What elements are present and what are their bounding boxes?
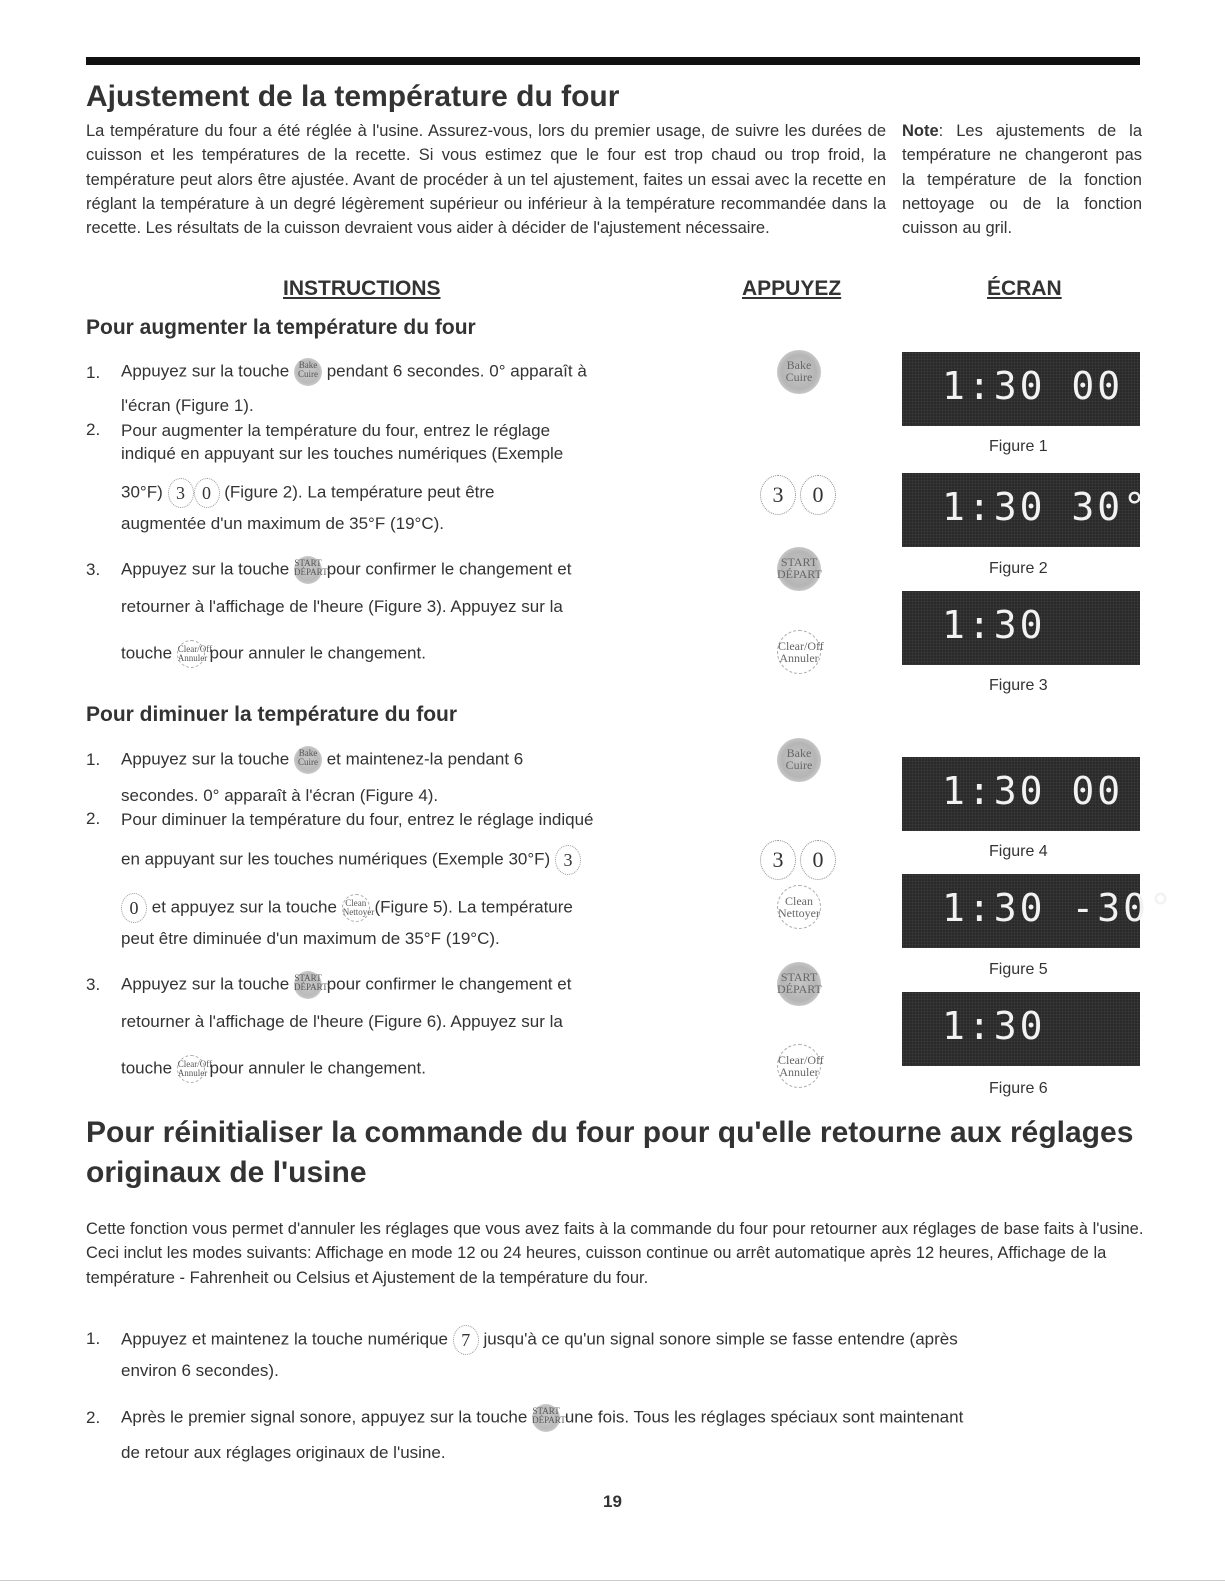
increase-step-2-line-2: indiqué en appuyant sur les touches numériques (Exemple	[121, 444, 564, 463]
section-title-temperature-adjust: Ajustement de la température du four	[86, 80, 620, 113]
step-number: 2.	[86, 420, 101, 439]
step-number: 2.	[86, 1408, 101, 1427]
clear-off-key-icon: Clear/Off Annuler	[177, 640, 205, 668]
increase-step-3-line-2: retourner à l'affichage de l'heure (Figure 3). Appuyez sur la	[121, 597, 563, 616]
figure-caption: Figure 4	[989, 843, 1048, 860]
bottom-edge	[0, 1580, 1225, 1581]
display-figure-1: 1:30 00	[902, 352, 1140, 426]
increase-step-3-line-3	[121, 640, 426, 668]
column-header-screen: ÉCRAN	[987, 277, 1062, 300]
step-text: pour annuler le changement.	[209, 1058, 426, 1078]
step-text: en appuyant sur les touches numériques (Exemple 30°F)	[121, 849, 551, 869]
digit-0-key-icon: 0	[800, 840, 836, 880]
bake-key-icon: Bake Cuire	[294, 358, 322, 386]
step-text: Appuyez et maintenez la touche numérique	[121, 1329, 448, 1349]
digit-0-key-icon: 0	[800, 475, 836, 515]
step-text: pour confirmer le changement et	[326, 974, 572, 994]
increase-step-3-line-1	[121, 556, 571, 584]
note-box	[902, 119, 1142, 240]
step-text: pour confirmer le changement et	[326, 559, 572, 579]
start-key-icon: START DÉPART	[294, 556, 322, 584]
decrease-step-3-line-2: retourner à l'affichage de l'heure (Figure 6). Appuyez sur la	[121, 1012, 563, 1031]
start-key-icon: START DÉPART	[777, 547, 821, 591]
column-header-instructions: INSTRUCTIONS	[283, 277, 441, 300]
step-number: 1.	[86, 1329, 101, 1348]
column-header-press: APPUYEZ	[742, 277, 842, 300]
display-figure-3: 1:30	[902, 591, 1140, 665]
figure-caption: Figure 2	[989, 560, 1048, 577]
start-key-icon: START DÉPART	[532, 1404, 560, 1432]
display-figure-6: 1:30	[902, 992, 1140, 1066]
reset-step-2-line-2: de retour aux réglages originaux de l'usine.	[121, 1443, 446, 1462]
step-number: 2.	[86, 809, 101, 828]
figure-caption: Figure 1	[989, 438, 1048, 455]
clear-off-key-icon: Clear/Off Annuler	[177, 1055, 205, 1083]
decrease-step-2-line-1: Pour diminuer la température du four, entrez le réglage indiqué	[121, 810, 594, 829]
step-text: Appuyez sur la touche	[121, 749, 290, 769]
increase-step-1-line-2: l'écran (Figure 1).	[121, 396, 254, 415]
increase-step-1-line-1	[121, 358, 587, 386]
heading-decrease: Pour diminuer la température du four	[86, 703, 458, 726]
figure-caption: Figure 5	[989, 961, 1048, 978]
clear-off-key-icon: Clear/Off Annuler	[777, 1044, 821, 1088]
digit-0-key-icon: 0	[194, 478, 220, 508]
figure-caption: Figure 3	[989, 677, 1048, 694]
clean-key-icon: Clean Nettoyer	[777, 885, 821, 929]
reset-step-2-line-1	[121, 1404, 963, 1432]
clean-key-icon: Clean Nettoyer	[342, 894, 370, 922]
step-text: et appuyez sur la touche	[151, 897, 337, 917]
step-text: et maintenez-la pendant 6	[326, 749, 524, 769]
increase-step-2-line-3	[121, 478, 494, 508]
decrease-step-3-line-1	[121, 971, 571, 999]
step-text: pendant 6 secondes. 0° apparaît à	[326, 361, 587, 381]
step-text: Après le premier signal sonore, appuyez sur la touche	[121, 1407, 528, 1427]
step-text: touche	[121, 643, 173, 663]
intro-paragraph: La température du four a été réglée à l'usine. Assurez-vous, lors du premier usage, de suivre les durées de cuisson et les températures de la recette. Si vous estimez que le four est trop chaud ou trop froid, la température peut alors être ajustée. Avant de procéder à un tel ajustement, faites un essai avec la recette en réglant la température à un degré légèrement supérieur ou inférieur à la température recommandée dans la recette. Les résultats de la cuisson devraient vous aider à décider de l'ajustement nécessaire.	[86, 122, 886, 238]
reset-step-1-line-2: environ 6 secondes).	[121, 1361, 279, 1380]
step-number: 3.	[86, 975, 101, 994]
page-number: 19	[603, 1492, 622, 1511]
bake-key-icon: Bake Cuire	[777, 738, 821, 782]
digit-3-key-icon: 3	[555, 845, 581, 875]
step-text: (Figure 5). La température	[374, 897, 573, 917]
step-number: 1.	[86, 750, 101, 769]
decrease-step-1-line-1	[121, 746, 523, 774]
step-text: Appuyez sur la touche	[121, 974, 290, 994]
reset-intro-paragraph: Cette fonction vous permet d'annuler les réglages que vous avez faits à la commande du four pour retourner aux réglages de base faits à l'usine. Ceci inclut les modes suivants: Affichage en mode 12 ou 24 heures, cuisson continue ou arrêt automatique après 12 heures, Affichage de la température - Fahrenheit ou Celsius et Ajustement de la température du four.	[86, 1220, 1144, 1287]
bake-key-icon: Bake Cuire	[294, 746, 322, 774]
step-text: pour annuler le changement.	[209, 643, 426, 663]
start-key-icon: START DÉPART	[294, 971, 322, 999]
step-text: jusqu'à ce qu'un signal sonore simple se fasse entendre (après	[483, 1329, 958, 1349]
start-key-icon: START DÉPART	[777, 962, 821, 1006]
step-number: 3.	[86, 560, 101, 579]
increase-step-2-line-4: augmentée d'un maximum de 35°F (19°C).	[121, 514, 444, 533]
decrease-step-2-line-4: peut être diminuée d'un maximum de 35°F (19°C).	[121, 929, 500, 948]
digit-7-key-icon: 7	[453, 1325, 479, 1355]
top-rule	[86, 57, 1140, 65]
note-label: Note	[902, 122, 939, 140]
step-text: Appuyez sur la touche	[121, 559, 290, 579]
section-title-reset: Pour réinitialiser la commande du four pour qu'elle retourne aux réglages originaux de l'usine	[86, 1116, 1134, 1189]
reset-step-1-line-1	[121, 1325, 958, 1355]
step-text: 30°F)	[121, 482, 163, 502]
decrease-step-2-line-2	[121, 845, 581, 875]
step-text: touche	[121, 1058, 173, 1078]
decrease-step-2-line-3	[121, 893, 573, 923]
step-text: (Figure 2). La température peut être	[224, 482, 495, 502]
display-figure-2: 1:30 30°	[902, 473, 1140, 547]
note-text: : Les ajustements de la température ne changeront pas la température de la fonction nettoyage ou de la fonction cuisson au gril.	[902, 122, 1142, 238]
heading-increase: Pour augmenter la température du four	[86, 316, 476, 339]
digit-3-key-icon: 3	[168, 478, 194, 508]
display-figure-4: 1:30 00	[902, 757, 1140, 831]
bake-key-icon: Bake Cuire	[777, 350, 821, 394]
decrease-step-1-line-2: secondes. 0° apparaît à l'écran (Figure 4).	[121, 786, 439, 805]
digit-3-key-icon: 3	[760, 475, 796, 515]
step-text: une fois. Tous les réglages spéciaux sont maintenant	[564, 1407, 964, 1427]
display-figure-5: 1:30 -30°	[902, 874, 1140, 948]
increase-step-2-line-1: Pour augmenter la température du four, entrez le réglage	[121, 421, 551, 440]
figure-caption: Figure 6	[989, 1080, 1048, 1097]
clear-off-key-icon: Clear/Off Annuler	[777, 630, 821, 674]
step-text: Appuyez sur la touche	[121, 361, 290, 381]
decrease-step-3-line-3	[121, 1055, 426, 1083]
digit-3-key-icon: 3	[760, 840, 796, 880]
step-number: 1.	[86, 363, 101, 382]
digit-0-key-icon: 0	[121, 893, 147, 923]
